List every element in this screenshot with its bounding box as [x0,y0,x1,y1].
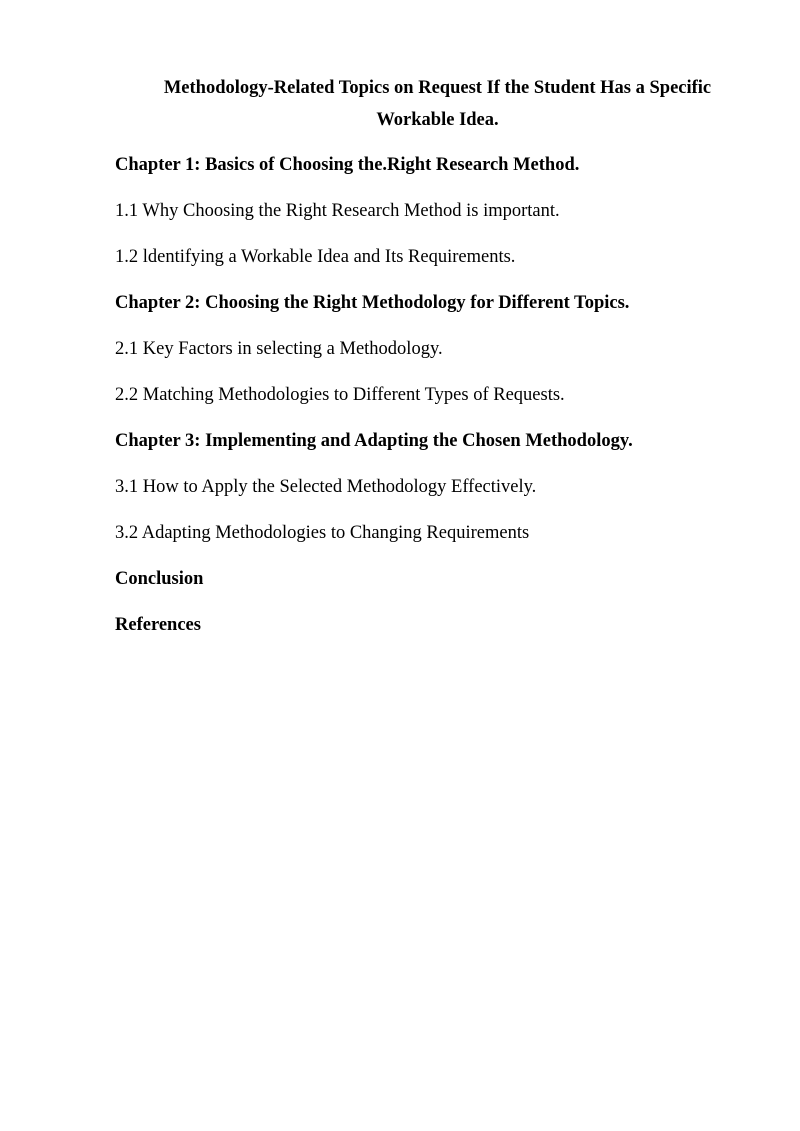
references-heading: References [115,615,201,635]
section-1-1: 1.1 Why Choosing the Right Research Method is important. [115,201,560,221]
chapter-3-heading: Chapter 3: Implementing and Adapting the Chosen Methodology. [115,431,633,451]
section-1-2: 1.2 ldentifying a Workable Idea and Its Requirements. [115,247,516,267]
title-line-2: Workable Idea. [376,110,499,130]
chapter-1-heading: Chapter 1: Basics of Choosing the.Right Research Method. [115,155,580,175]
chapter-2-heading: Chapter 2: Choosing the Right Methodology for Different Topics. [115,293,630,313]
section-3-2: 3.2 Adapting Methodologies to Changing Requirements [115,523,530,543]
section-3-1: 3.1 How to Apply the Selected Methodology Effectively. [115,477,537,497]
section-2-2: 2.2 Matching Methodologies to Different Types of Requests. [115,385,565,405]
document-title [115,72,760,136]
title-line-1: Methodology-Related Topics on Request If the Student Has a Specific [163,78,712,98]
section-2-1: 2.1 Key Factors in selecting a Methodology. [115,339,443,359]
conclusion-heading: Conclusion [115,569,204,589]
